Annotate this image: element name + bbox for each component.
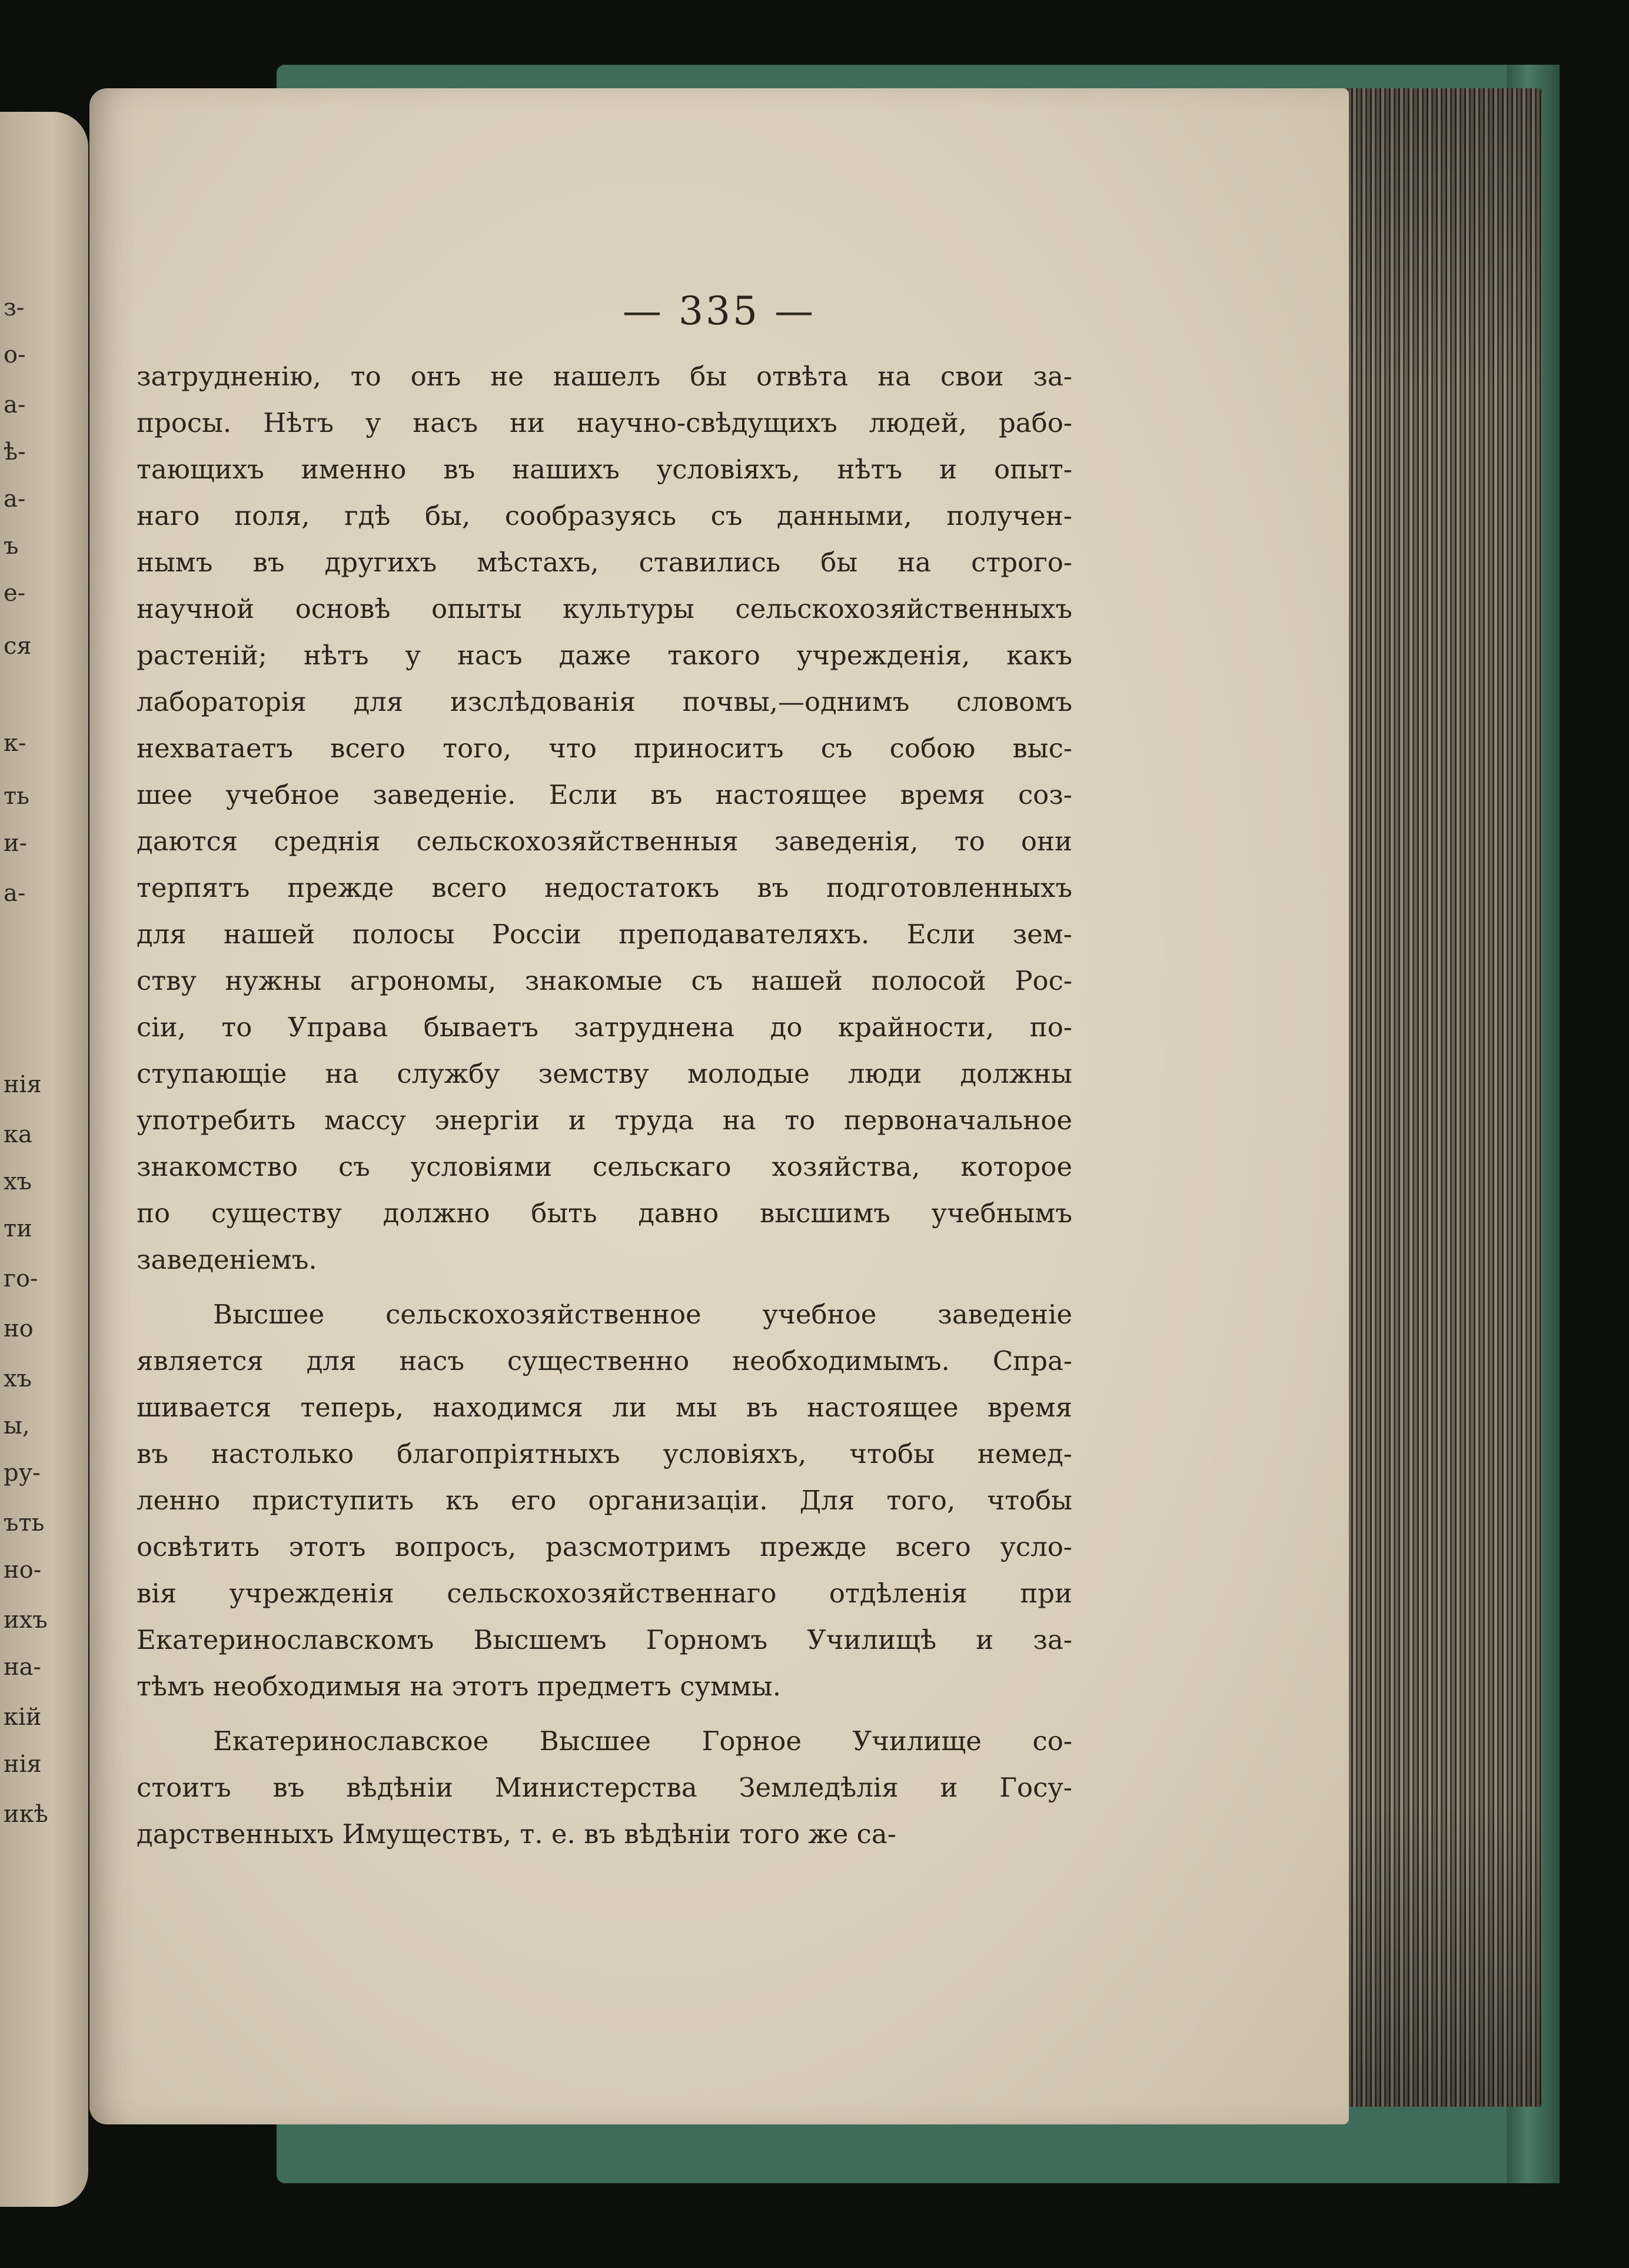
paragraph-gap: [137, 1710, 1072, 1718]
text-line: тѣмъ необходимыя на этотъ предметъ суммы.: [137, 1671, 782, 1702]
text-line: Высшее сельскохозяйственное учебное заведеніе: [213, 1299, 1072, 1330]
text-line: въ настолько благопріятныхъ условіяхъ, чтобы немед-: [137, 1438, 1072, 1469]
facing-page-fragment: нія: [4, 1071, 42, 1098]
facing-page-fragment: о-: [4, 341, 26, 368]
facing-page-fragment: к-: [4, 730, 26, 757]
facing-page-fragment: го-: [4, 1265, 38, 1292]
text-line: ступающіе на службу земству молодые люди должны: [137, 1058, 1072, 1089]
page-number: — 335 —: [623, 288, 816, 334]
facing-page-fragment: ка: [4, 1121, 32, 1148]
text-line: тающихъ именно въ нашихъ условіяхъ, нѣтъ и опыт-: [137, 454, 1072, 485]
page-text: [137, 353, 1072, 1857]
facing-page-fragment: а-: [4, 880, 26, 907]
facing-page-fragment: ѣ-: [4, 438, 26, 465]
text-line: употребить массу энергіи и труда на то первоначальное: [137, 1105, 1072, 1136]
facing-page-fragment: на-: [4, 1654, 42, 1681]
text-line: ству нужны агрономы, знакомые съ нашей полосой Рос-: [137, 965, 1072, 996]
text-line: по существу должно быть давно высшимъ учебнымъ: [137, 1198, 1072, 1229]
text-line: даются среднія сельскохозяйственныя заведенія, то они: [137, 826, 1072, 857]
text-line: знакомство съ условіями сельскаго хозяйства, которое: [137, 1151, 1072, 1182]
facing-page-fragment: но-: [4, 1557, 42, 1584]
text-line: нымъ въ другихъ мѣстахъ, ставились бы на строго-: [137, 547, 1072, 578]
text-line: терпятъ прежде всего недостатокъ въ подготовленныхъ: [137, 872, 1072, 903]
text-line: ленно приступить къ его организаціи. Для того, чтобы: [137, 1485, 1072, 1516]
page-edges: [1339, 88, 1542, 2107]
facing-page-fragment: ру-: [4, 1459, 41, 1486]
facing-page-fragment: ъ: [4, 533, 19, 560]
paragraph: [137, 1291, 1072, 1710]
facing-page-fragment: ы,: [4, 1412, 30, 1439]
text-line: для нашей полосы Россіи преподавателяхъ. Если зем-: [137, 919, 1072, 950]
facing-page-fragment: а-: [4, 391, 26, 418]
text-line: растеній; нѣтъ у насъ даже такого учрежденія, какъ: [137, 640, 1072, 671]
book-page: [89, 88, 1349, 2124]
text-line: шее учебное заведеніе. Если въ настоящее время соз-: [137, 779, 1072, 810]
text-line: просы. Нѣтъ у насъ ни научно-свѣдущихъ людей, рабо-: [137, 407, 1072, 438]
paragraph: [137, 1718, 1072, 1857]
text-line: сіи, то Управа бываетъ затруднена до крайности, по-: [137, 1012, 1072, 1043]
facing-page: [0, 112, 88, 2207]
text-line: стоитъ въ вѣдѣніи Министерства Земледѣлія и Госу-: [137, 1772, 1072, 1803]
facing-page-fragment: ть: [4, 783, 29, 810]
facing-page-fragment: и-: [4, 830, 28, 857]
facing-page-fragment: кій: [4, 1704, 42, 1731]
text-line: нехватаетъ всего того, что приноситъ съ собою выс-: [137, 733, 1072, 764]
facing-page-fragment: нія: [4, 1751, 42, 1778]
text-line: вія учрежденія сельскохозяйственнаго отдѣленія при: [137, 1578, 1072, 1609]
text-line: шивается теперь, находимся ли мы въ настоящее время: [137, 1392, 1072, 1423]
text-line: освѣтить этотъ вопросъ, разсмотримъ прежде всего усло-: [137, 1531, 1072, 1562]
text-line: Екатеринославскомъ Высшемъ Горномъ Училищѣ и за-: [137, 1624, 1072, 1655]
facing-page-fragment: хъ: [4, 1168, 32, 1195]
text-line: заведеніемъ.: [137, 1244, 317, 1275]
facing-page-fragment: а-: [4, 485, 26, 513]
facing-page-fragment: з-: [4, 294, 25, 321]
facing-page-fragment: е-: [4, 580, 26, 607]
paragraph: [137, 353, 1072, 1283]
text-line: дарственныхъ Имуществъ, т. е. въ вѣдѣніи того же са-: [137, 1818, 896, 1850]
facing-page-fragment: ти: [4, 1215, 32, 1242]
text-line: затрудненію, то онъ не нашелъ бы отвѣта на свои за-: [137, 361, 1072, 392]
facing-page-fragment: хъ: [4, 1365, 32, 1392]
paragraph-gap: [137, 1283, 1072, 1291]
text-line: наго поля, гдѣ бы, сообразуясь съ данными, получен-: [137, 500, 1072, 531]
text-line: Екатеринославское Высшее Горное Училище со-: [213, 1725, 1072, 1757]
text-line: является для насъ существенно необходимымъ. Спра-: [137, 1345, 1072, 1376]
facing-page-fragment: ъть: [4, 1509, 45, 1537]
facing-page-fragment: ихъ: [4, 1607, 48, 1634]
facing-page-fragment: но: [4, 1315, 34, 1342]
text-line: лабораторія для изслѣдованія почвы,—однимъ словомъ: [137, 686, 1072, 717]
facing-page-fragment: ся: [4, 633, 32, 660]
text-line: научной основѣ опыты культуры сельскохозяйственныхъ: [137, 593, 1072, 624]
facing-page-fragment: икѣ: [4, 1801, 48, 1828]
